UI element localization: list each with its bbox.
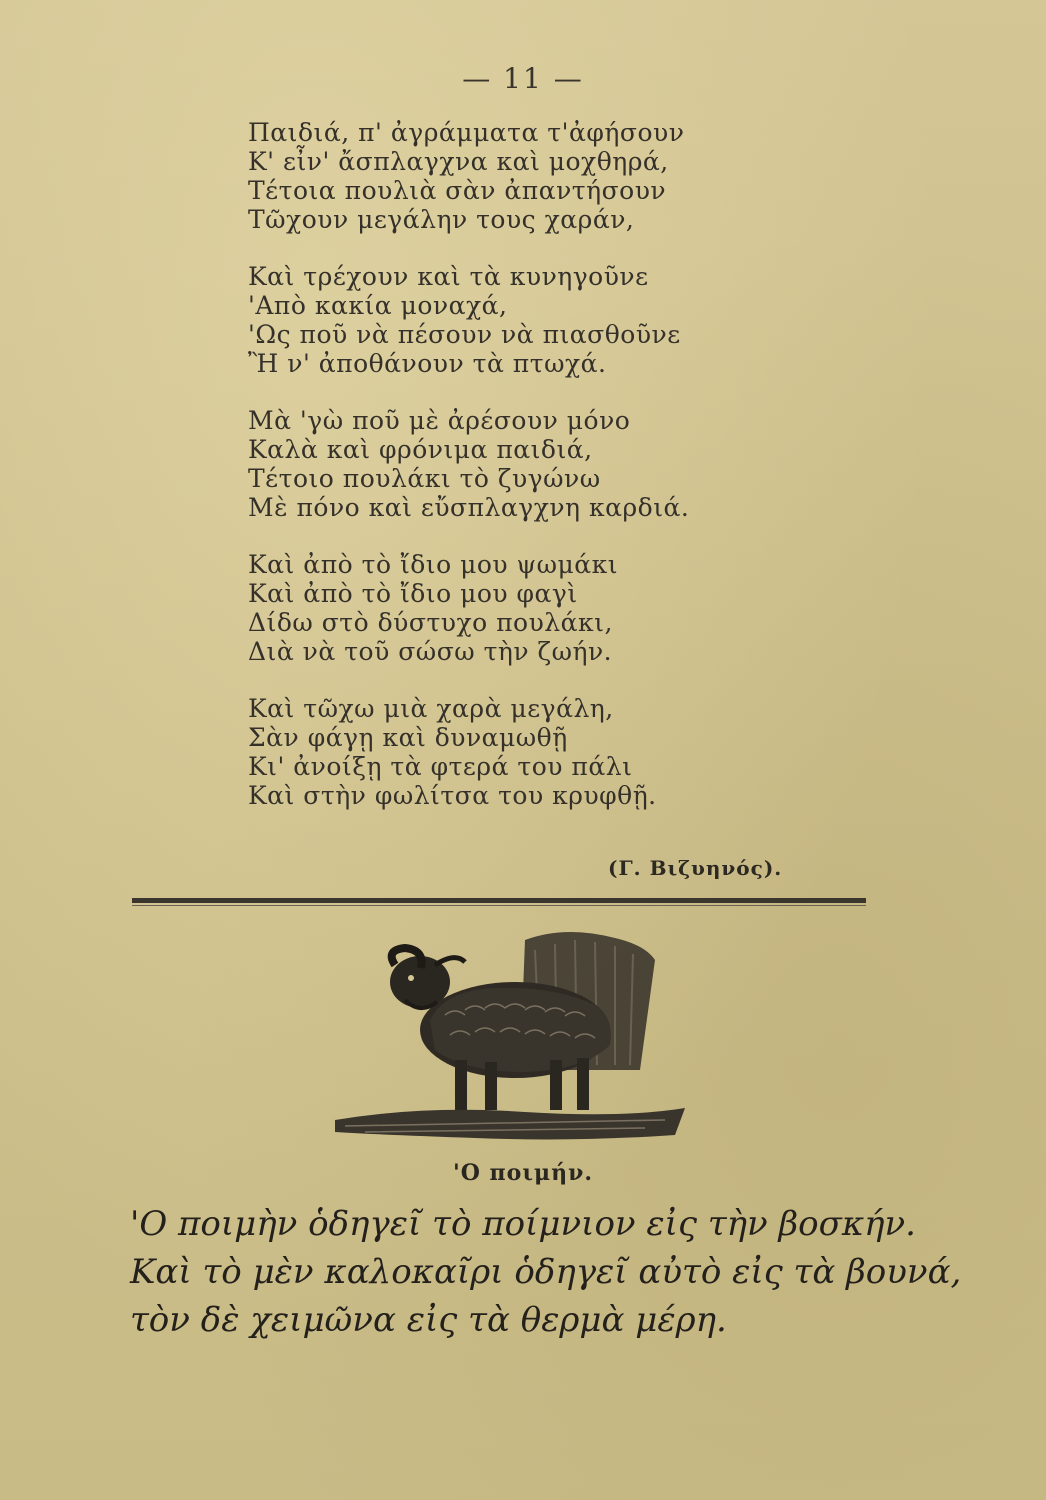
poem-line: Μὰ 'γὼ ποῦ μὲ ἀρέσουν μόνο — [248, 406, 631, 435]
poem-line: Κ' εἶν' ἄσπλαγχνα καὶ μοχθηρά, — [248, 147, 669, 176]
section-divider — [132, 898, 866, 903]
poem-line: Τῶχουν μεγάλην τους χαράν, — [248, 205, 635, 234]
stanza-5 — [248, 694, 848, 810]
page-number: — 11 — — [462, 62, 584, 95]
section-divider-thin — [132, 905, 866, 906]
stanza-3 — [248, 406, 848, 522]
poem-author: (Γ. Βιζυηνός). — [608, 856, 783, 880]
poem-line: Μὲ πόνο καὶ εὔσπλαγχνη καρδιά. — [248, 493, 690, 522]
poem-line: Τέτοιο πουλάκι τὸ ζυγώνω — [248, 464, 601, 493]
poem-line: Τέτοια πουλιὰ σὰν ἀπαντήσουν — [248, 176, 667, 205]
poem-line: Διὰ νὰ τοῦ σώσω τὴν ζωήν. — [248, 637, 613, 666]
stanza-1 — [248, 118, 848, 234]
poem-line: 'Απὸ κακία μοναχά, — [248, 291, 508, 320]
poem-line: Καλὰ καὶ φρόνιμα παιδιά, — [248, 435, 593, 464]
poem-line: Σὰν φάγῃ καὶ δυναμωθῇ — [248, 723, 568, 752]
prose-line: Καὶ τὸ μὲν καλοκαῖρι ὁδηγεῖ αὐτὸ εἰς τὰ βουνά, — [130, 1252, 962, 1292]
poem-line: Ἢ ν' ἀποθάνουν τὰ πτωχά. — [248, 349, 607, 378]
poem-line: Κι' ἀνοίξῃ τὰ φτερά του πάλι — [248, 752, 633, 781]
stanza-2 — [248, 262, 848, 378]
poem-line: Καὶ στὴν φωλίτσα του κρυφθῇ. — [248, 781, 657, 810]
stanza-4 — [248, 550, 848, 666]
prose-line: 'Ο ποιμὴν ὁδηγεῖ τὸ ποίμνιον εἰς τὴν βοσκήν. — [130, 1204, 916, 1244]
poem-line: Παιδιά, π' ἀγράμματα τ'ἀφήσουν — [248, 118, 685, 147]
poem-line: Καὶ ἀπὸ τὸ ἴδιο μου φαγὶ — [248, 579, 578, 608]
poem-line: Καὶ τῶχω μιὰ χαρὰ μεγάλη, — [248, 694, 614, 723]
poem — [248, 118, 848, 838]
poem-line: Καὶ τρέχουν καὶ τὰ κυνηγοῦνε — [248, 262, 649, 291]
illustration-caption: 'Ο ποιμήν. — [452, 1160, 593, 1186]
prose-line: τὸν δὲ χειμῶνα εἰς τὰ θερμὰ μέρη. — [130, 1300, 727, 1340]
poem-line: 'Ως ποῦ νὰ πέσουν νὰ πιασθοῦνε — [248, 320, 681, 349]
poem-line: Καὶ ἀπὸ τὸ ἴδιο μου ψωμάκι — [248, 550, 619, 579]
poem-line: Δίδω στὸ δύστυχο πουλάκι, — [248, 608, 613, 637]
ram-woodcut-icon — [325, 920, 695, 1150]
prose-paragraph — [130, 1200, 962, 1344]
